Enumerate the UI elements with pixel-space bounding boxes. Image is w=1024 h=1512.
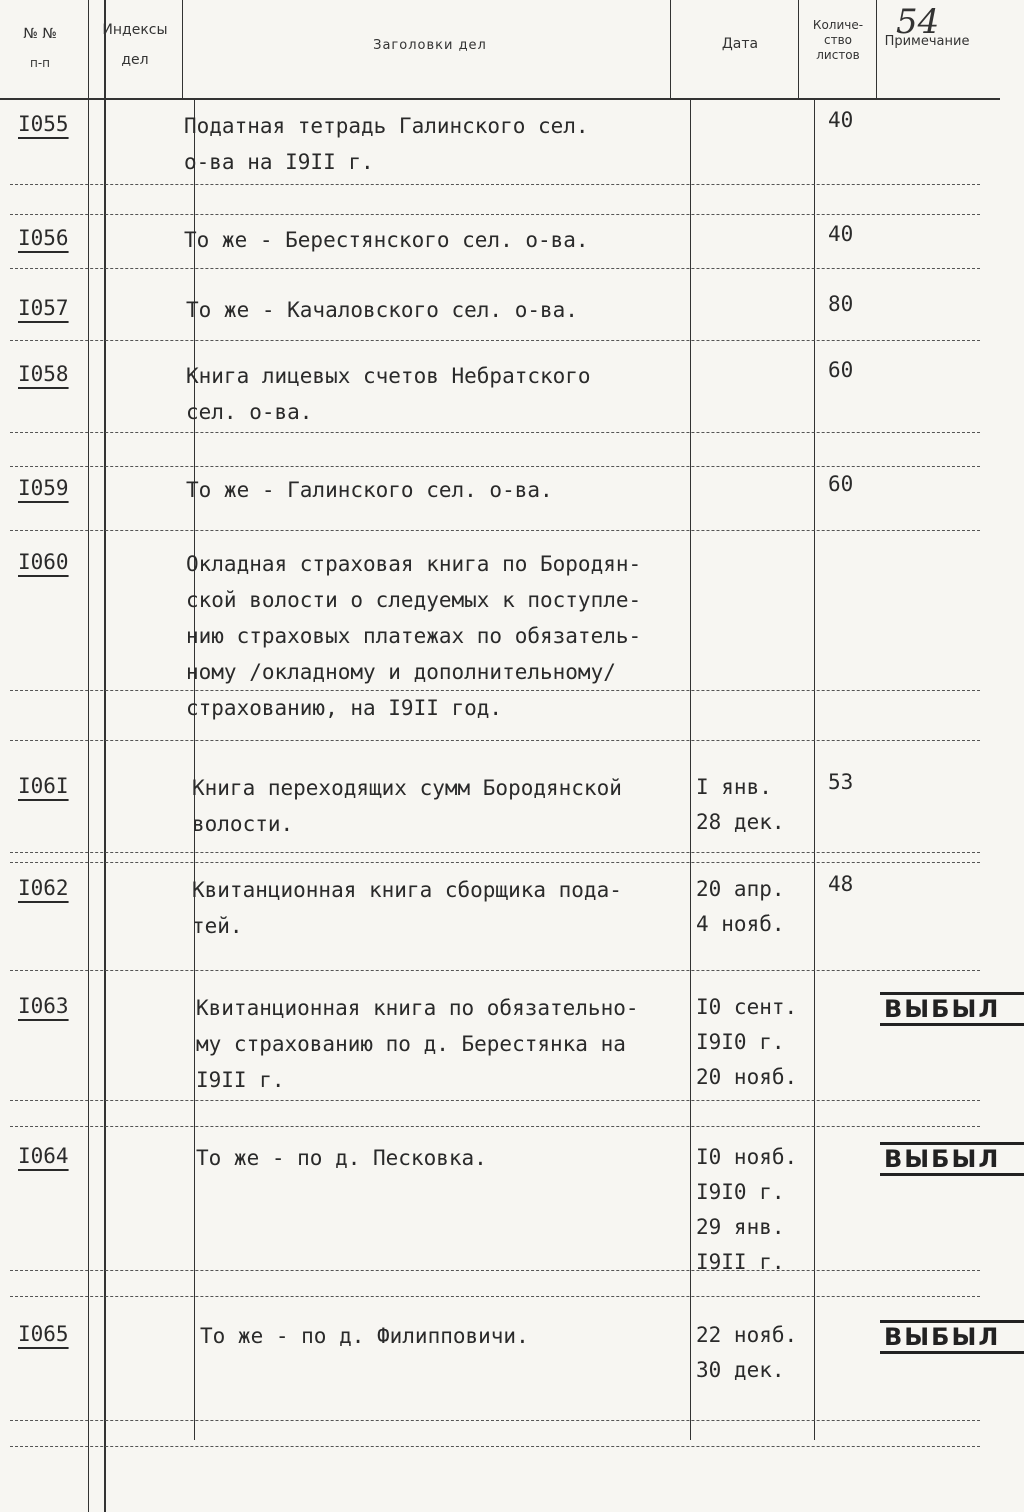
case-title (186, 546, 641, 726)
case-number: I06I (18, 774, 69, 798)
case-date (696, 770, 785, 840)
case-title-line: страхованию, на I9II год. (186, 696, 503, 720)
withdrawn-stamp: ВЫБЫЛ (880, 992, 1024, 1026)
case-date-line: I0 сент. (696, 995, 798, 1019)
case-title-line: ской волости о следуемых к поступле- (186, 588, 642, 612)
case-date-line: 20 нояб. (696, 1065, 798, 1089)
page-number: 54 (896, 2, 940, 42)
case-title-line: ному /окладному и дополнительному/ (186, 660, 616, 684)
case-date-line: I0 нояб. (696, 1145, 798, 1169)
ruled-line (10, 970, 980, 971)
header-sheets-label: Количе- ство листов (812, 18, 864, 62)
case-date-line: 4 нояб. (696, 912, 785, 936)
ruled-line (10, 1296, 980, 1297)
ruled-line (10, 184, 980, 185)
case-date (696, 1140, 797, 1280)
sheet-count: 53 (828, 770, 854, 794)
case-date-line: 30 дек. (696, 1358, 785, 1382)
case-title-line: о-ва на I9II г. (184, 150, 374, 174)
case-title (200, 1318, 529, 1354)
case-title-line: То же - по д. Песковка. (196, 1146, 487, 1170)
ruled-line (10, 214, 980, 215)
case-title-line: тей. (192, 914, 243, 938)
case-number: I065 (18, 1322, 69, 1346)
case-date (696, 1318, 797, 1388)
case-title-line: То же - Берестянского сел. о-ва. (184, 228, 589, 252)
case-date (696, 990, 797, 1095)
case-title (186, 358, 591, 430)
case-title-line: Квитанционная книга по обязательно- (196, 996, 639, 1020)
case-title-line: му страхованию по д. Берестянка на (196, 1032, 626, 1056)
ruled-line (10, 466, 980, 467)
ruled-line (10, 432, 980, 433)
withdrawn-stamp: ВЫБЫЛ (880, 1320, 1024, 1354)
case-title (186, 472, 553, 508)
column-divider (182, 0, 183, 100)
ruled-line (10, 1100, 980, 1101)
ruled-line (10, 530, 980, 531)
sheet-count: 60 (828, 472, 854, 496)
case-title-line: сел. о-ва. (186, 400, 313, 424)
case-number: I055 (18, 112, 69, 136)
sheet-count: 60 (828, 358, 854, 382)
ruled-line (10, 1446, 980, 1447)
sheet-count: 80 (828, 292, 854, 316)
sheet-count: 40 (828, 108, 854, 132)
sheet-count: 48 (828, 872, 854, 896)
ruled-line (10, 852, 980, 853)
header-titles-label: Заголовки дел (373, 38, 487, 53)
case-date-line: 29 янв. (696, 1215, 785, 1239)
column-divider (88, 0, 89, 1512)
case-date-line: I9I0 г. (696, 1030, 785, 1054)
case-date (696, 872, 785, 942)
case-title-line: Окладная страховая книга по Бородян- (186, 552, 642, 576)
header-note-label: Примечание (884, 34, 970, 49)
case-date-line: I9II г. (696, 1250, 785, 1274)
header-index-label: Индексы дел (102, 22, 168, 68)
case-date-line: 20 апр. (696, 877, 785, 901)
case-title (196, 1140, 487, 1176)
ruled-line (10, 340, 980, 341)
case-title (196, 990, 639, 1098)
case-title (192, 770, 622, 842)
case-date-line: I9I0 г. (696, 1180, 785, 1204)
case-number: I059 (18, 476, 69, 500)
case-title-line: То же - Галинского сел. о-ва. (186, 478, 553, 502)
case-date-line: 28 дек. (696, 810, 785, 834)
ruled-line (10, 268, 980, 269)
ruled-line (10, 690, 980, 691)
column-divider (104, 0, 106, 1512)
case-title-line: Книга лицевых счетов Небратского (186, 364, 591, 388)
case-number: I063 (18, 994, 69, 1018)
case-number: I057 (18, 296, 69, 320)
case-number: I062 (18, 876, 69, 900)
ruled-line (10, 740, 980, 741)
header-divider (0, 98, 1000, 100)
case-title-line: Податная тетрадь Галинского сел. (184, 114, 589, 138)
sheet-count: 40 (828, 222, 854, 246)
ruled-line (10, 1126, 980, 1127)
case-title-line: Книга переходящих сумм Бородянской (192, 776, 622, 800)
case-number: I060 (18, 550, 69, 574)
header-number-label: № № п-п (23, 26, 57, 70)
case-date-line: I янв. (696, 775, 772, 799)
withdrawn-stamp: ВЫБЫЛ (880, 1142, 1024, 1176)
ruled-line (10, 1420, 980, 1421)
case-title-line: нию страховых платежах по обязатель- (186, 624, 642, 648)
case-title (184, 222, 589, 258)
column-divider (670, 0, 671, 100)
case-title-line: То же - Качаловского сел. о-ва. (186, 298, 578, 322)
case-title-line: То же - по д. Филипповичи. (200, 1324, 529, 1348)
case-number: I056 (18, 226, 69, 250)
case-number: I064 (18, 1144, 69, 1168)
case-title (186, 292, 578, 328)
case-title-line: I9II г. (196, 1068, 285, 1092)
case-number: I058 (18, 362, 69, 386)
column-divider (690, 100, 691, 1440)
case-title-line: Квитанционная книга сборщика пода- (192, 878, 622, 902)
case-title (192, 872, 622, 944)
case-title (184, 108, 589, 180)
case-title-line: волости. (192, 812, 294, 836)
header-date-label: Дата (721, 36, 759, 52)
ruled-line (10, 1270, 980, 1271)
column-divider (814, 100, 815, 1440)
case-date-line: 22 нояб. (696, 1323, 798, 1347)
ruled-line (10, 862, 980, 863)
